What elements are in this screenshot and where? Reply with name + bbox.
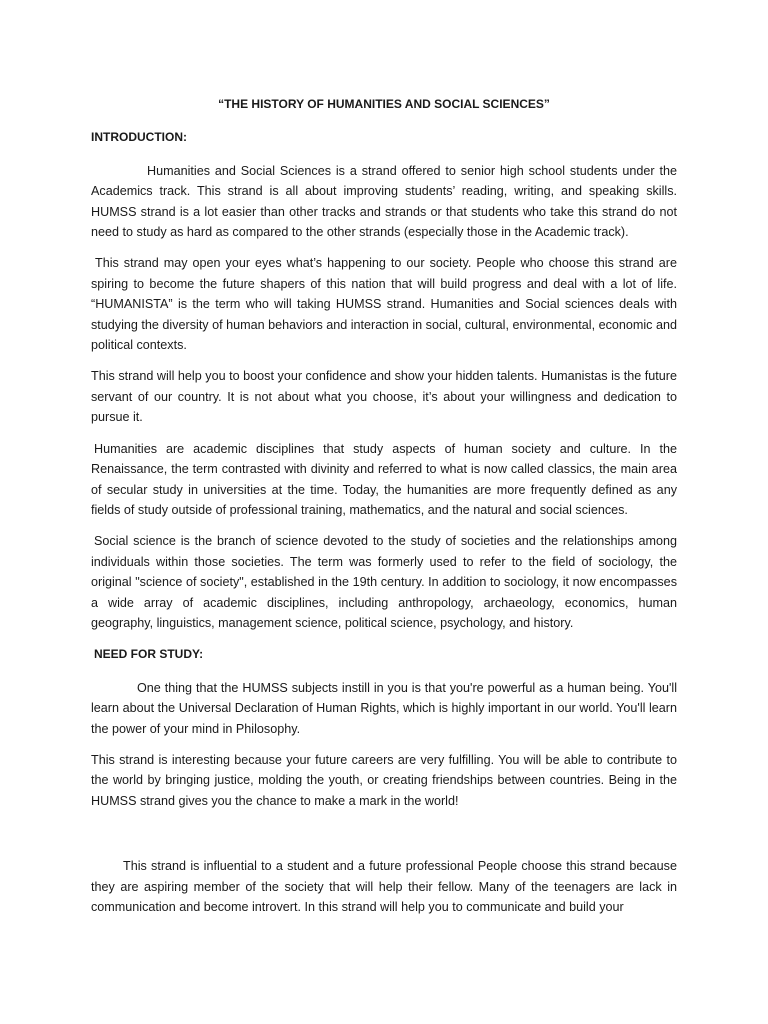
paragraph-need-1: One thing that the HUMSS subjects instill in you is that you're powerful as a human being. You'll learn about the Universal Declaration of Human Rights, which is highly important in our world. You'll learn the power of your mind in Philosophy. xyxy=(91,680,677,736)
paragraph-intro-1: Humanities and Social Sciences is a strand offered to senior high school students under the Academics track. This strand is all about improving students’ reading, writing, and speaking skills. HUMSS strand is a lot easier than other tracks and strands or that students who take this strand do not need to study as hard as compared to the other strands (especially those in the Academic track). xyxy=(91,163,677,240)
paragraph-intro-2: This strand may open your eyes what’s happening to our society. People who choose this strand are spiring to become the future shapers of this nation that will build progress and deal with a lot of life. “HUMANISTA” is the term who will taking HUMSS strand. Humanities and Social sciences deals with studying the diversity of human behaviors and interaction in social, cultural, environmental, economic and political contexts. xyxy=(91,256,677,353)
paragraph-intro-4: Humanities are academic disciplines that study aspects of human society and culture. In the Renaissance, the term contrasted with divinity and referred to what is now called classics, the main area of secular study in universities at the time. Today, the humanities are more frequently defined as any fields of study outside of professional training, mathematics, and the natural and social sciences. xyxy=(91,441,677,517)
blank-space xyxy=(91,822,677,856)
paragraph-intro-5: Social science is the branch of science devoted to the study of societies and the relationships among individuals within those societies. The term was formerly used to refer to the field of sociology, the original "science of society", established in the 19th century. In addition to sociology, it now encompasses a wide array of academic disciplines, including anthropology, archaeology, economics, human geography, linguistics, management science, political science, psychology, and history. xyxy=(91,534,677,630)
paragraph-need-2: This strand is interesting because your future careers are very fulfilling. You will be able to contribute to the world by bringing justice, molding the youth, or creating friendships between countries. Being in the HUMSS strand gives you the chance to make a mark in the world! xyxy=(91,752,677,808)
document-title: “THE HISTORY OF HUMANITIES AND SOCIAL SCIENCES” xyxy=(218,97,550,111)
paragraph-intro-3: This strand will help you to boost your confidence and show your hidden talents. Humanistas is the future servant of our country. It is not about what you choose, it’s about your willingness and dedication to pursue it. xyxy=(91,369,677,425)
need-for-study-heading: NEED FOR STUDY: xyxy=(94,647,204,662)
paragraph-need-3: This strand is influential to a student and a future professional People choose this strand because they are aspiring member of the society that will help their fellow. Many of the teenagers are lack in communication and become introvert. In this strand will help you to communicate and build your xyxy=(91,859,677,914)
introduction-heading: INTRODUCTION: xyxy=(91,130,187,145)
document-body xyxy=(91,94,677,928)
